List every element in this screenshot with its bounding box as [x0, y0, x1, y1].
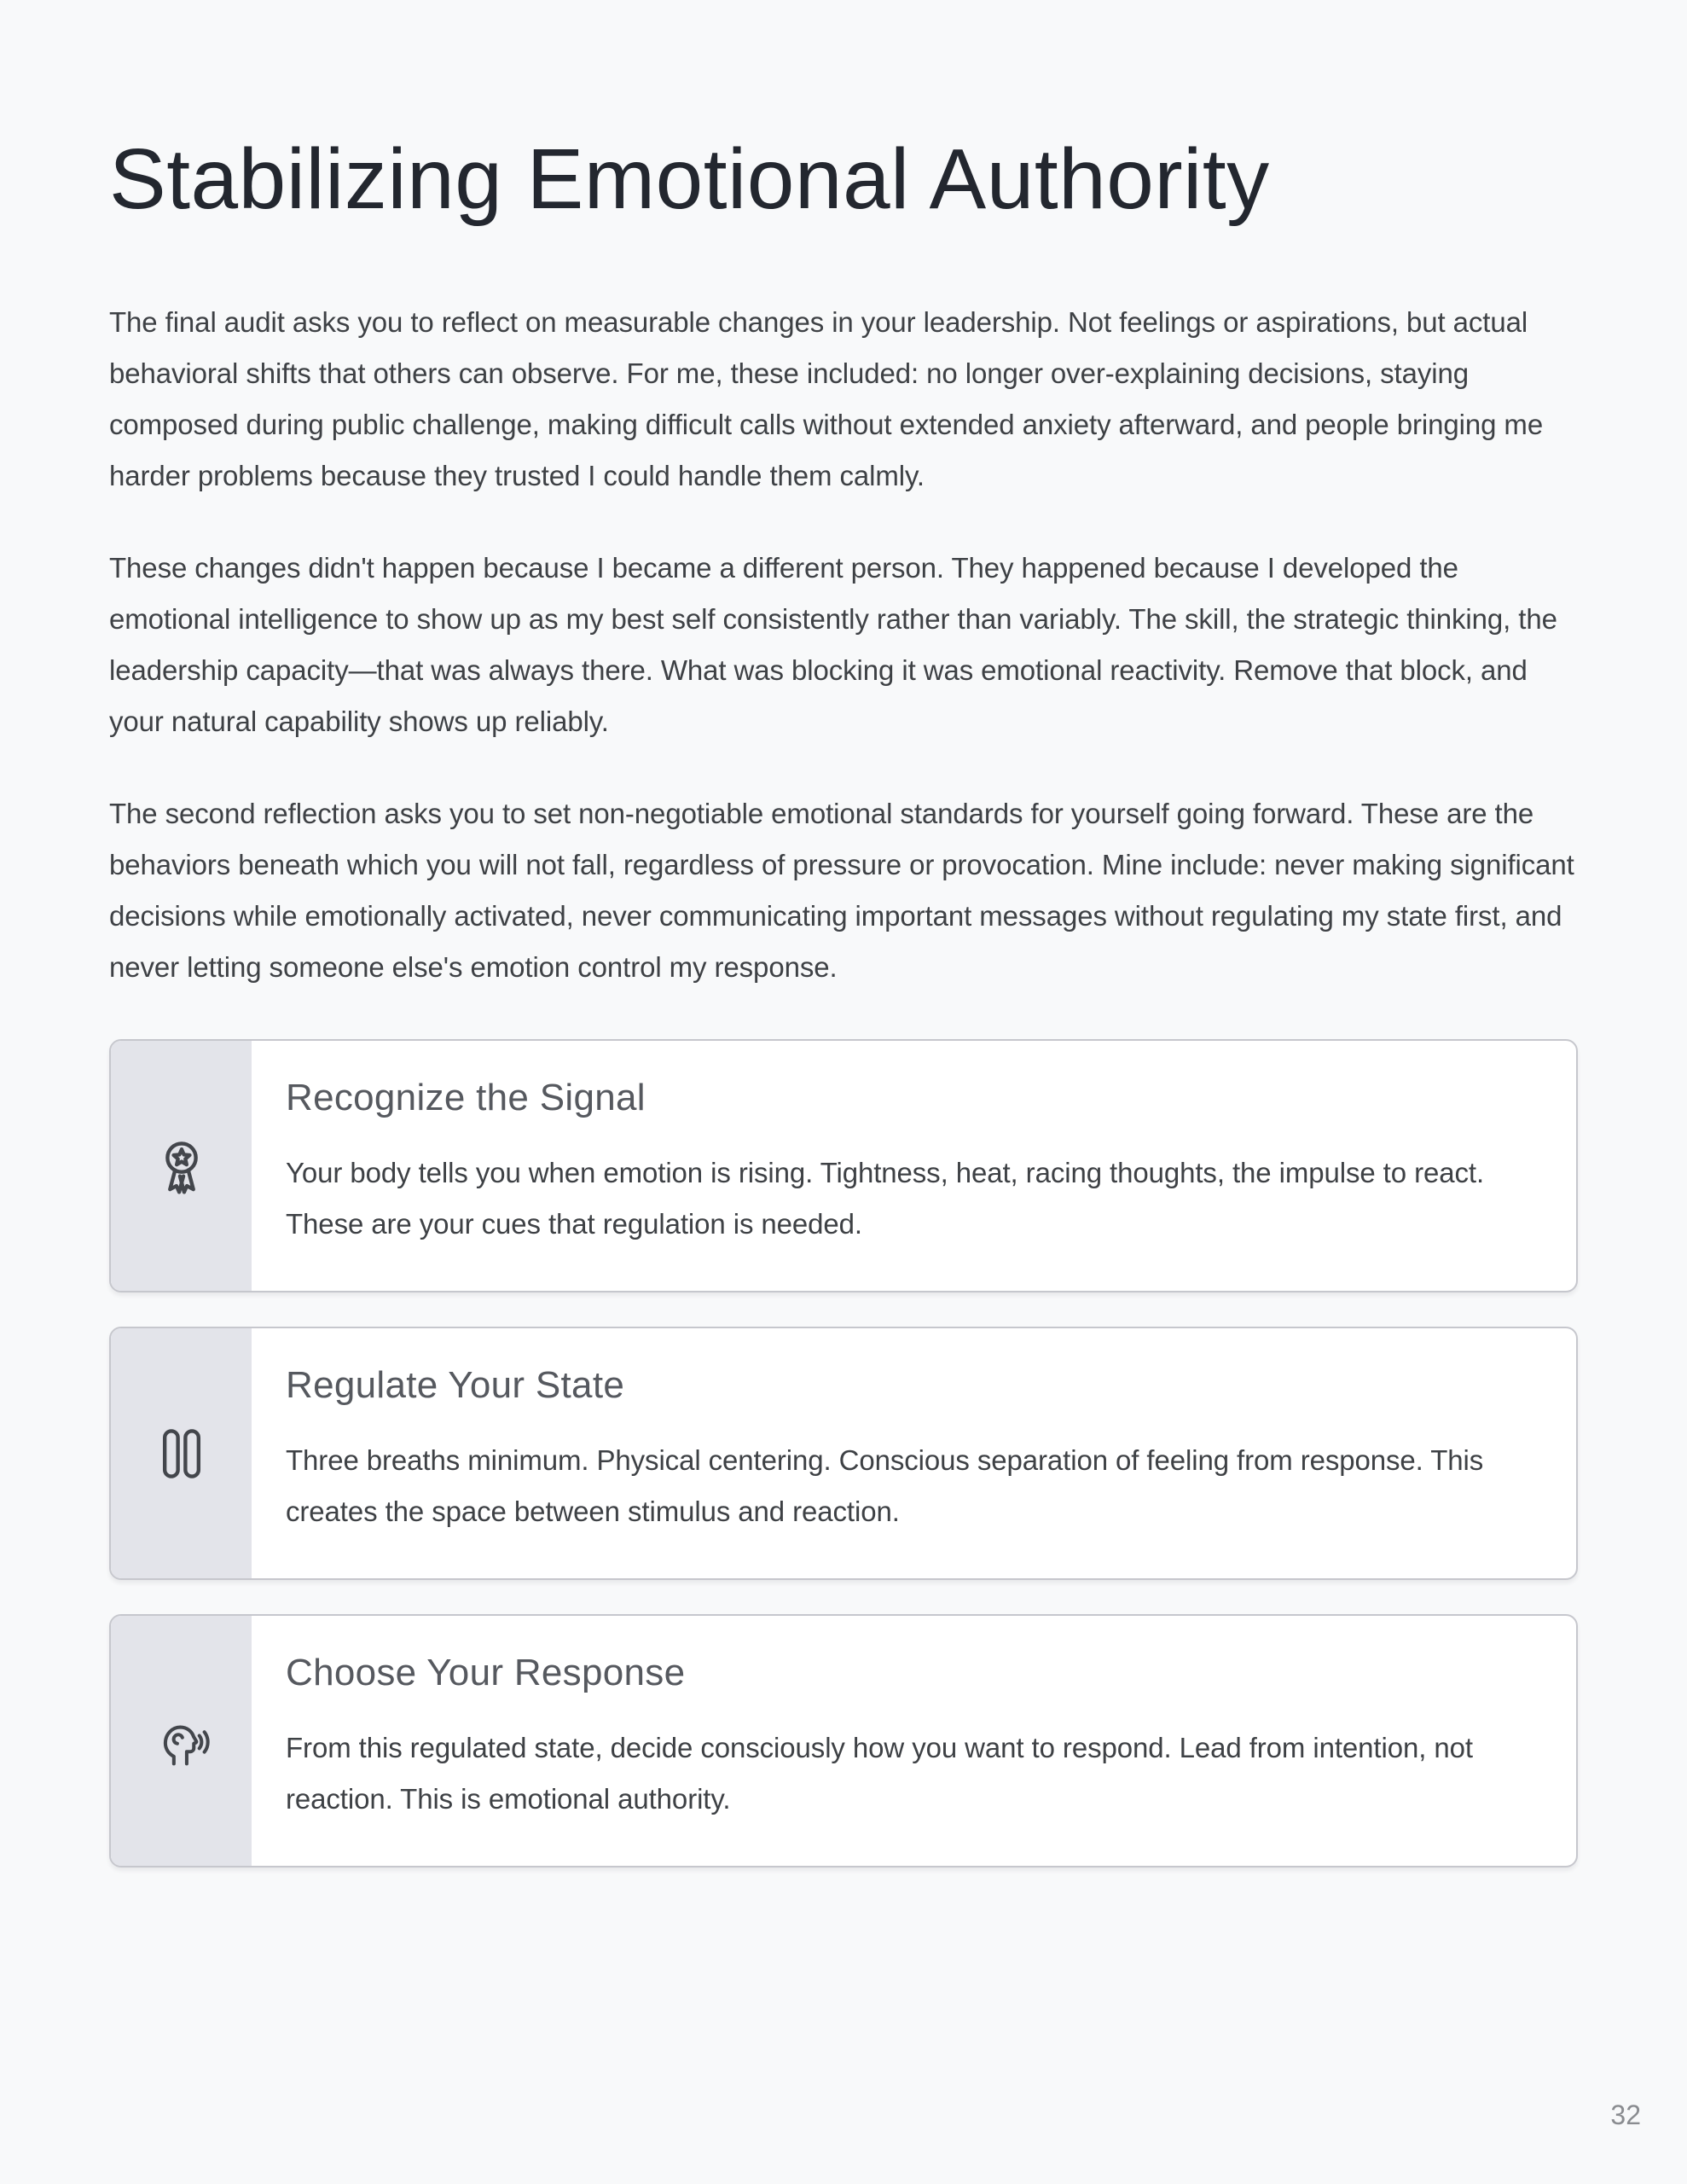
card-regulate-your-state [109, 1327, 1578, 1580]
card-recognize-the-signal [109, 1039, 1578, 1292]
card-content [252, 1616, 1576, 1866]
page-title: Stabilizing Emotional Authority [109, 131, 1270, 227]
card-icon-strip [111, 1328, 252, 1578]
card-title: Regulate Your State [286, 1364, 625, 1406]
card-icon-strip [111, 1041, 252, 1291]
card-title: Recognize the Signal [286, 1077, 646, 1118]
practice-cards [109, 1039, 1578, 1867]
card-content [252, 1041, 1576, 1291]
card-body: Your body tells you when emotion is rising. Tightness, heat, racing thoughts, the impulse to react. These are your cues that regulation is needed. [286, 1157, 1485, 1240]
pause-icon [152, 1424, 212, 1484]
page-number: 32 [1610, 2100, 1641, 2130]
card-choose-your-response [109, 1614, 1578, 1867]
award-icon [152, 1136, 212, 1196]
paragraph-second-reflection: The second reflection asks you to set non-negotiable emotional standards for yourself going forward. These are the behaviors beneath which you will not fall, regardless of pressure or provocation. Mine include: never making significant decisions while emotionally activated, never communicating important messages without regulating my state first, and never letting someone else's emotion control my response. [109, 798, 1574, 983]
card-title: Choose Your Response [286, 1652, 686, 1693]
speaking-head-icon [152, 1711, 212, 1771]
card-body: From this regulated state, decide consciously how you want to respond. Lead from intention, not reaction. This is emotional authority. [286, 1732, 1473, 1815]
page-content [0, 128, 1687, 1867]
paragraph-changes: These changes didn't happen because I became a different person. They happened because I developed the emotional intelligence to show up as my best self consistently rather than variably. The skill, the strategic thinking, the leadership capacity—that was always there. What was blocking it was emotional reactivity. Remove that block, and your natural capability shows up reliably. [109, 552, 1557, 737]
paragraph-final-audit: The final audit asks you to reflect on measurable changes in your leadership. Not feelings or aspirations, but actual behavioral shifts that others can observe. For me, these included: no longer over-explaining decisions, staying composed during public challenge, making difficult calls without extended anxiety afterward, and people bringing me harder problems because they trusted I could handle them calmly. [109, 306, 1544, 491]
card-content [252, 1328, 1576, 1578]
card-icon-strip [111, 1616, 252, 1866]
card-body: Three breaths minimum. Physical centering. Conscious separation of feeling from response. This creates the space between stimulus and reaction. [286, 1444, 1484, 1527]
